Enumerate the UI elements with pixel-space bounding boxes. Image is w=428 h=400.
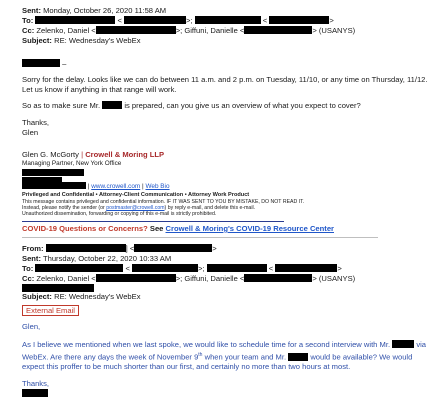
signature-links	[22, 182, 170, 191]
redaction	[46, 244, 126, 252]
signature-sep: |	[81, 150, 84, 159]
link-separator: |	[142, 183, 144, 190]
redaction	[134, 244, 212, 252]
subject-value: RE: Wednesday's WebEx	[54, 292, 141, 301]
body-text: is prepared, can you give us an overview of what you expect to cover?	[124, 101, 361, 110]
redaction	[22, 59, 60, 67]
divider	[22, 237, 378, 238]
body-line-2	[22, 351, 412, 362]
thanks-2: Thanks,	[22, 379, 50, 388]
sent-value: Monday, October 26, 2020 11:58 AM	[43, 6, 167, 15]
greeting-line-1	[22, 59, 66, 68]
privilege-text: ) by reply e-mail, and delete this e-mail.	[164, 205, 256, 211]
website-link[interactable]: www.crowell.com	[91, 183, 141, 190]
privilege-line-3: Unauthorized dissemination, forwarding or copying of this e-mail is strictly prohibited.	[22, 211, 217, 217]
sent-line-2	[22, 254, 171, 263]
cc-text: > (USANYS)	[312, 274, 356, 283]
subject-label: Subject:	[22, 292, 52, 301]
from-line-2	[22, 244, 217, 253]
signoff-1: Glen	[22, 128, 39, 137]
redaction	[35, 264, 123, 272]
body-paragraph-2	[22, 101, 361, 110]
redaction	[102, 101, 122, 109]
subject-value: RE: Wednesday's WebEx	[54, 36, 141, 45]
privilege-heading: Privileged and Confidential • Attorney-Client Communication • Attorney Work Product	[22, 192, 250, 198]
body-text: would be available? We would	[310, 352, 413, 362]
redaction	[244, 26, 312, 34]
sent-label: Sent:	[22, 6, 41, 15]
sent-value: Thursday, October 22, 2020 10:33 AM	[42, 254, 172, 263]
body-text: As I believe we mentioned when we last spoke, we would like to schedule time for a second interview with Mr.	[22, 340, 391, 349]
body-paragraph-1-line-2: Let us know if anything in that range will work.	[22, 85, 177, 94]
redaction	[392, 340, 414, 348]
redaction	[269, 16, 329, 24]
from-text: ] <	[125, 244, 135, 253]
to-label: To:	[22, 16, 34, 25]
cc-text: Zelenko, Daniel <	[36, 274, 96, 283]
greeting-dash: –	[62, 59, 67, 68]
covid-banner	[22, 224, 334, 233]
body-text: So as to make sure Mr.	[22, 101, 101, 110]
signoff-redacted	[22, 389, 48, 398]
ordinal-suffix: th	[198, 352, 203, 358]
redaction	[275, 264, 337, 272]
covid-resource-link[interactable]: Crowell & Moring's COVID-19 Resource Center	[165, 224, 334, 233]
cc-line-2	[22, 274, 355, 283]
redaction	[96, 274, 176, 282]
signature-name: Glen G. McGorty	[22, 150, 79, 159]
redaction	[244, 274, 312, 282]
body-line-3: expect this proffer to be much shorter than our first, and certainly no more than two hours at most.	[22, 362, 351, 371]
cc-text: >; Giffuni, Danielle <	[175, 26, 245, 35]
covid-see: See	[149, 224, 164, 233]
signature-name-line	[22, 150, 164, 159]
to-label: To:	[22, 264, 34, 273]
redaction	[22, 284, 94, 292]
postmaster-email-link[interactable]: postmaster@crowell.com	[106, 205, 165, 211]
redaction	[288, 353, 308, 361]
thanks-1: Thanks,	[22, 118, 50, 127]
from-text: >	[212, 244, 217, 253]
cc-label: Cc:	[22, 26, 35, 35]
sent-label: Sent:	[22, 254, 41, 263]
redaction	[22, 389, 48, 397]
subject-line-1	[22, 36, 141, 45]
cc-label: Cc:	[22, 274, 35, 283]
redaction	[207, 264, 267, 272]
cc-text: > (USANYS)	[312, 26, 356, 35]
to-line-1: To: < >; < >	[22, 16, 334, 25]
redaction	[22, 182, 86, 189]
subject-label: Subject:	[22, 36, 52, 45]
link-separator: |	[87, 183, 90, 190]
body-text: when your team and Mr.	[204, 352, 287, 362]
subject-line-2	[22, 292, 141, 301]
body-text: via	[416, 340, 427, 349]
redaction	[96, 26, 176, 34]
body-line-1	[22, 340, 426, 349]
redaction	[195, 16, 261, 24]
redaction	[22, 169, 84, 176]
body-text: WebEx. Are there any days the week of November 9	[22, 352, 199, 362]
external-email-tag: External Email	[22, 305, 79, 316]
body-paragraph-1-line-1: Sorry for the delay. Looks like we can do between 11 a.m. and 2 p.m. on Tuesday, 11/10, or any time on Thursday, 11/12.	[22, 75, 428, 84]
to-line-2: To: < >; < >	[22, 264, 342, 273]
redaction	[35, 16, 115, 24]
cc-text: >; Giffuni, Danielle <	[175, 274, 245, 283]
from-label: From:	[22, 244, 44, 253]
greeting-2: Glen,	[22, 322, 41, 331]
cc-line-1	[22, 26, 355, 35]
privilege-line-1: This message contains privileged and confidential information. IF IT WAS SENT TO YOU BY MISTAKE, DO NOT READ IT.	[22, 199, 305, 205]
divider	[22, 221, 284, 222]
sent-line-1	[22, 6, 166, 15]
firm-name: Crowell & Moring LLP	[85, 150, 165, 159]
web-bio-link[interactable]: Web Bio	[145, 183, 170, 190]
privilege-text: Instead, please notify the sender (or	[22, 205, 105, 211]
redaction	[132, 264, 198, 272]
covid-lead: COVID-19 Questions or Concerns?	[22, 224, 148, 233]
redaction	[124, 16, 186, 24]
cc-text: Zelenko, Daniel <	[36, 26, 96, 35]
signature-title: Managing Partner, New York Office	[22, 160, 122, 167]
